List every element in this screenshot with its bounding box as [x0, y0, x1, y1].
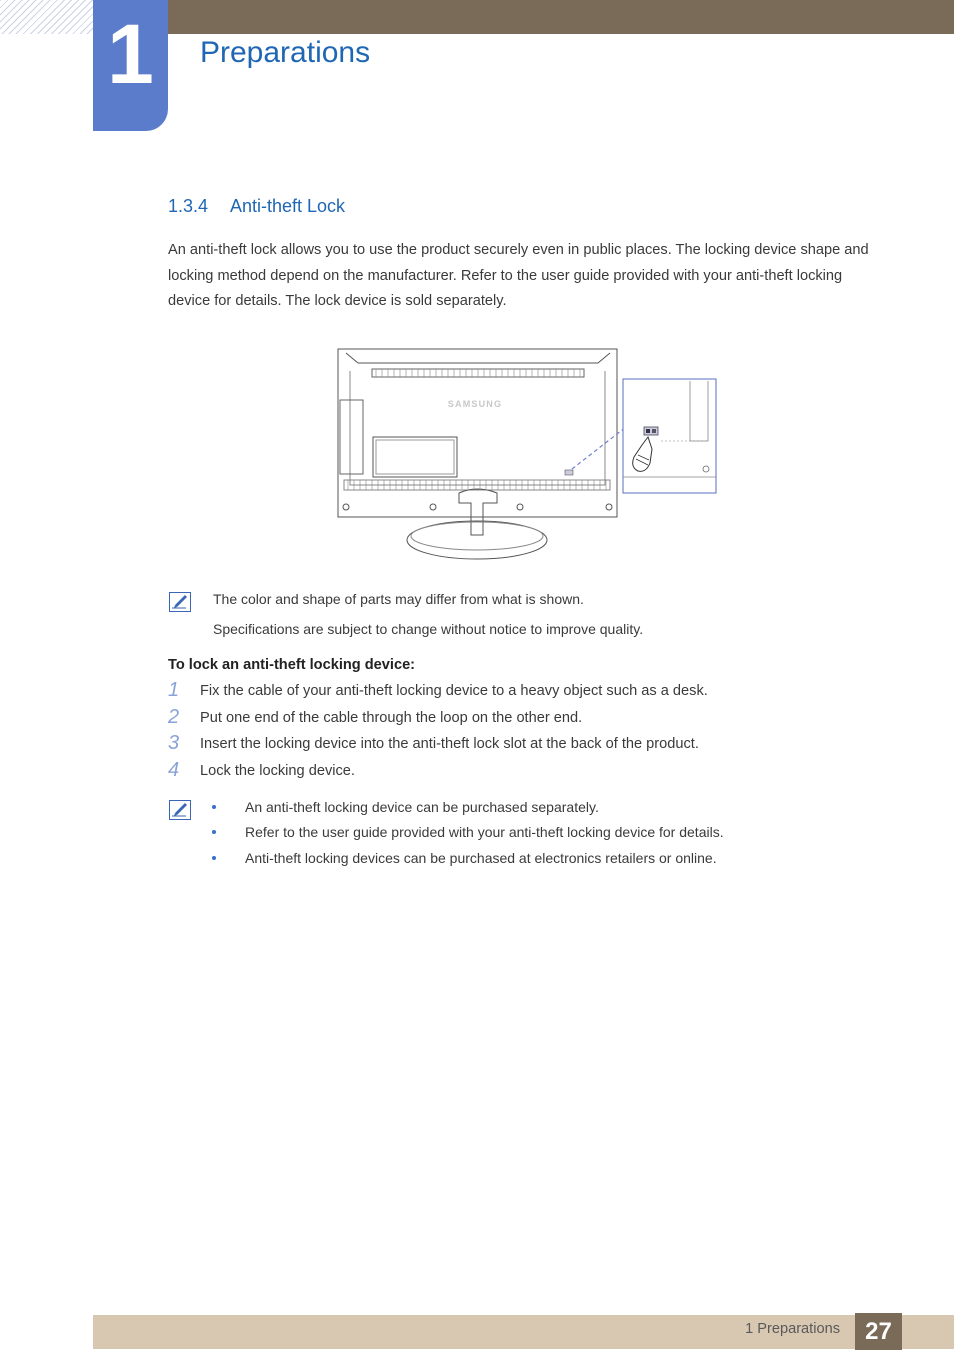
step-text: Put one end of the cable through the loop on the other end.: [200, 710, 583, 726]
step-number: 3: [168, 732, 180, 754]
lock-detail-inset: [623, 379, 716, 493]
note-bullet: [212, 850, 832, 872]
note-bullet: [212, 799, 832, 821]
bullet-text: Refer to the user guide provided with your anti-theft locking device for details.: [245, 824, 724, 840]
step-item: [168, 706, 868, 736]
note-bullet: [212, 824, 832, 846]
note-line-color-shape: The color and shape of parts may differ from what is shown.: [213, 591, 584, 607]
step-item: [168, 732, 868, 762]
page-number: 27: [855, 1313, 902, 1350]
step-number: 4: [168, 759, 180, 781]
brand-logo: SAMSUNG: [447, 399, 503, 409]
section-heading: [168, 196, 345, 217]
monitor-back-illustration: [336, 345, 720, 567]
header-bar: [168, 0, 954, 34]
bullet-dot-icon: [212, 830, 216, 834]
note-pencil-icon: [169, 800, 191, 820]
step-number: 1: [168, 679, 180, 701]
step-text: Fix the cable of your anti-theft locking device to a heavy object such as a desk.: [200, 683, 708, 699]
step-number: 2: [168, 706, 180, 728]
chapter-title: Preparations: [200, 36, 371, 69]
lock-slot: [565, 470, 573, 475]
step-item: [168, 759, 868, 789]
bullet-dot-icon: [212, 805, 216, 809]
step-text: Lock the locking device.: [200, 763, 355, 779]
bullet-dot-icon: [212, 856, 216, 860]
step-text: Insert the locking device into the anti-theft lock slot at the back of the product.: [200, 736, 699, 752]
intro-paragraph: An anti-theft lock allows you to use the product securely even in public places. The locking device shape and locking method depend on the manufacturer. Refer to the user guide provided with your anti-theft locking device for details. The lock device is sold separately.: [168, 242, 869, 309]
monitor-outline: [338, 349, 617, 517]
footer-chapter-label: 1 Preparations: [745, 1321, 840, 1337]
section-title: Anti-theft Lock: [230, 196, 346, 216]
section-number: 1.3.4: [168, 196, 209, 216]
note-pencil-icon: [169, 592, 191, 612]
steps-title: To lock an anti-theft locking device:: [168, 657, 416, 673]
header-hatch-decoration: [0, 0, 93, 34]
step-item: [168, 679, 868, 709]
chapter-number: 1: [107, 7, 154, 101]
bullet-text: Anti-theft locking devices can be purchased at electronics retailers or online.: [245, 850, 717, 866]
note-line-specifications: Specifications are subject to change without notice to improve quality.: [213, 621, 644, 637]
bullet-text: An anti-theft locking device can be purchased separately.: [245, 799, 599, 815]
